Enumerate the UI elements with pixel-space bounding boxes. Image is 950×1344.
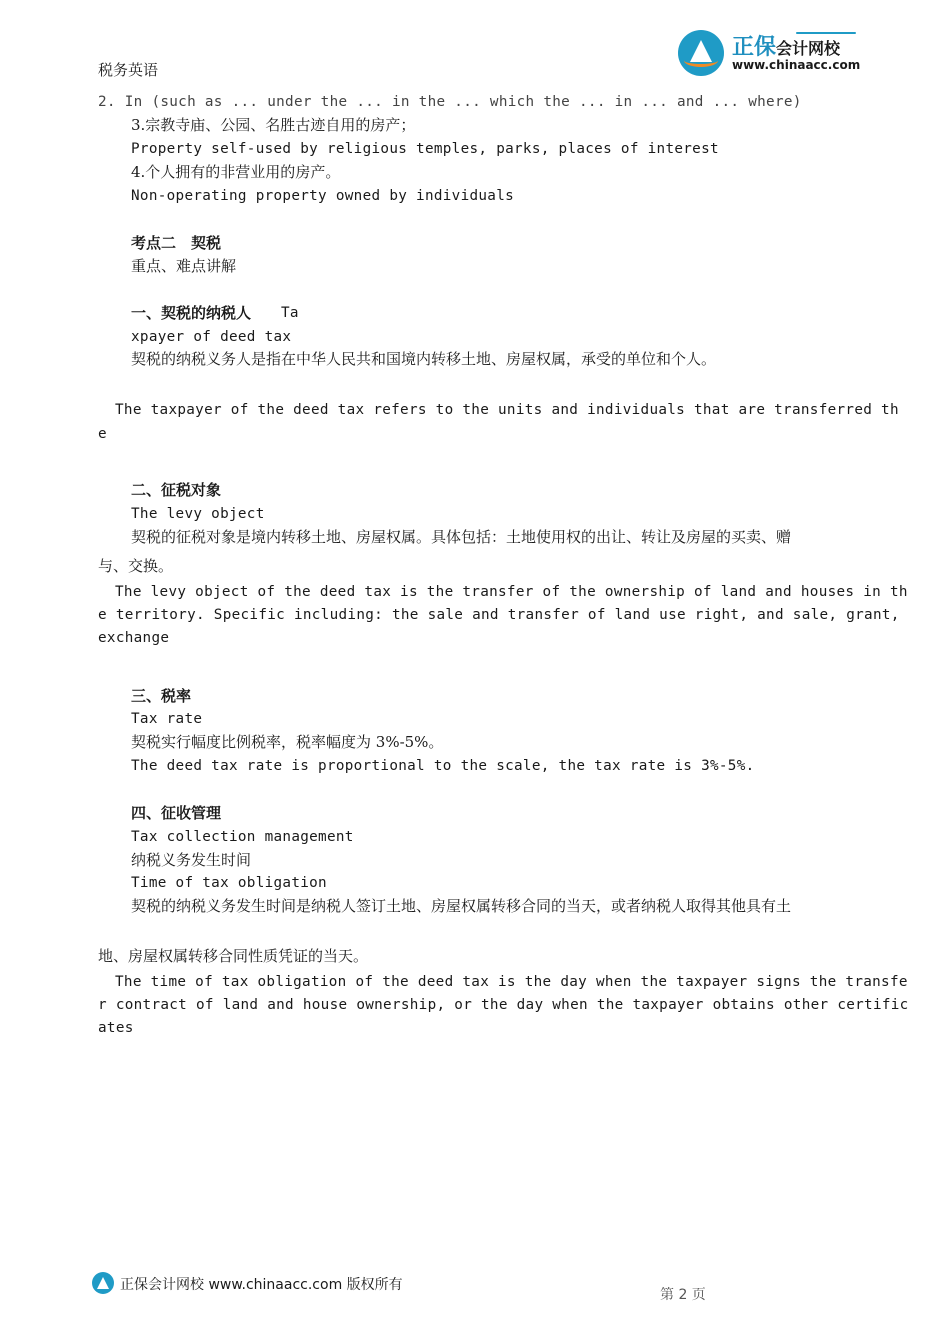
section1-title: 一、契税的纳税人 <box>131 304 252 322</box>
logo-swoosh-icon <box>684 54 718 67</box>
section2-en-line3: exchange <box>98 630 170 646</box>
section1-title-en-b: xpayer of deed tax <box>131 329 292 345</box>
section1-en-line1: The taxpayer of the deed tax refers to the units and individuals that are transferred th <box>115 402 899 418</box>
section1-title-en-a: Ta <box>281 305 299 321</box>
footer-copyright: 正保会计网校 www.chinaacc.com 版权所有 <box>120 1277 403 1293</box>
footer-logo-icon <box>92 1272 114 1294</box>
section2-cn-line2: 与、交换。 <box>98 557 174 575</box>
logo-text: 正保会计网校 <box>732 35 841 60</box>
section3-cn: 契税实行幅度比例税率，税率幅度为 3%-5%。 <box>131 733 444 751</box>
section4-en-line2: r contract of land and house ownership, or the day when the taxpayer obtains other certific <box>98 997 909 1013</box>
section4-en-line1: The time of tax obligation of the deed tax is the day when the taxpayer signs the transfe <box>115 974 908 990</box>
section2-en-line1: The levy object of the deed tax is the transfer of the ownership of land and houses in th <box>115 584 908 600</box>
section4-cn-line1: 契税的纳税义务发生时间是纳税人签订土地、房屋权属转移合同的当天，或者纳税人取得其他具有土 <box>131 897 792 915</box>
section3-title-en: Tax rate <box>131 711 203 727</box>
section4-sub-cn: 纳税义务发生时间 <box>131 851 252 869</box>
section2-title-en: The levy object <box>131 506 265 522</box>
logo-mark-icon <box>678 30 724 76</box>
header-fragment: 税务英语 <box>98 61 159 79</box>
section2-en-line2: e territory. Specific including: the sale and transfer of land use right, and sale, grant, <box>98 607 900 623</box>
section2-cn-line1: 契税的征税对象是境内转移土地、房屋权属。具体包括：土地使用权的出让、转让及房屋的买卖、赠 <box>131 528 792 546</box>
section3-en: The deed tax rate is proportional to the scale, the tax rate is 3%-5%. <box>131 758 755 774</box>
section3-title: 三、税率 <box>131 687 192 705</box>
item4-cn: 4.个人拥有的非营业用的房产。 <box>131 163 341 181</box>
section4-cn-line2: 地、房屋权属转移合同性质凭证的当天。 <box>98 947 369 965</box>
brand-logo <box>678 28 868 78</box>
section1-cn: 契税的纳税义务人是指在中华人民共和国境内转移土地、房屋权属，承受的单位和个人。 <box>131 350 717 368</box>
section1-en-line2: e <box>98 426 107 442</box>
page-number: 第 2 页 <box>660 1287 706 1303</box>
top-cutoff-line: 2. In (such as ... under the ... in the ... which the ... in ... and ... where) <box>98 94 802 110</box>
point2-title: 考点二 契税 <box>131 234 222 252</box>
point2-subtitle: 重点、难点讲解 <box>131 257 237 275</box>
item3-cn: 3.宗教寺庙、公园、名胜古迹自用的房产； <box>131 116 416 134</box>
section4-en-line3: ates <box>98 1020 134 1036</box>
section4-sub-en: Time of tax obligation <box>131 875 327 891</box>
section4-title: 四、征收管理 <box>131 804 222 822</box>
logo-url: www.chinaacc.com <box>732 58 861 72</box>
section4-title-en: Tax collection management <box>131 829 354 845</box>
item3-en: Property self-used by religious temples, parks, places of interest <box>131 141 719 157</box>
item4-en: Non-operating property owned by individuals <box>131 188 515 204</box>
section2-title: 二、征税对象 <box>131 481 222 499</box>
